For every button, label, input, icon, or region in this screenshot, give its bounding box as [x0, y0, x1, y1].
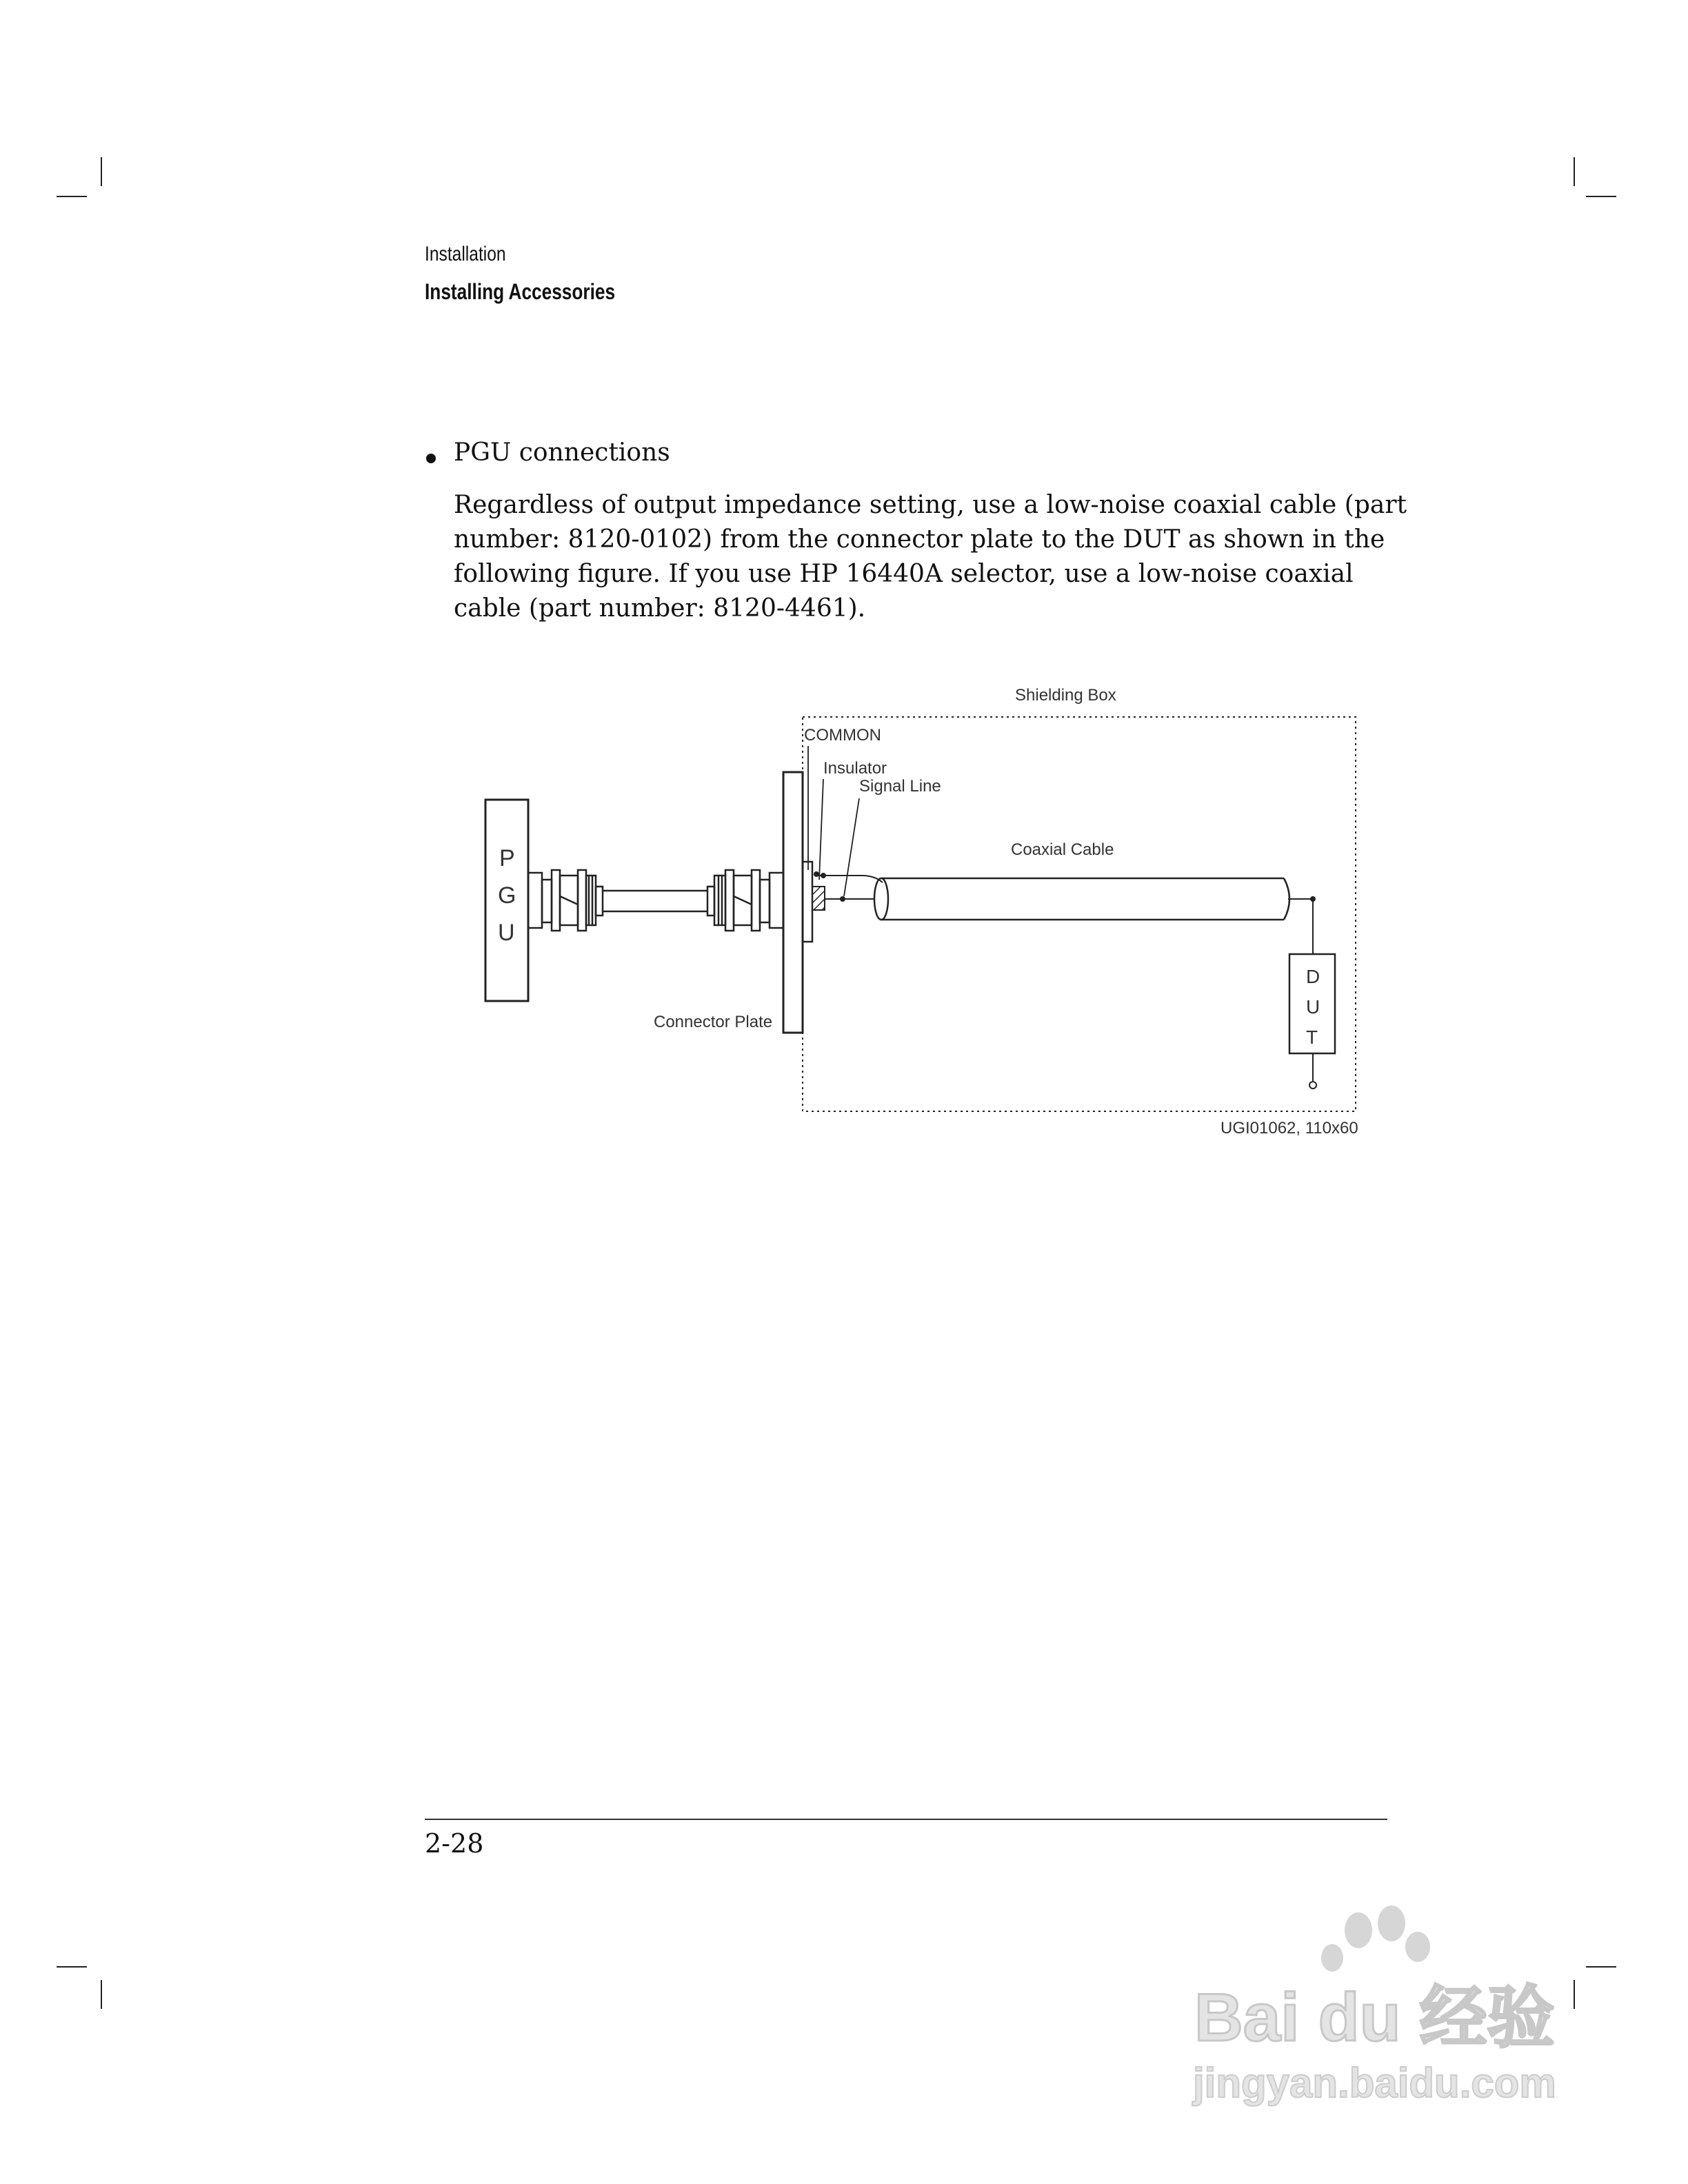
connector-plate-label: Connector Plate: [654, 1013, 773, 1031]
dut-terminal: [1309, 1082, 1316, 1089]
shield-wire: [816, 876, 883, 882]
pgu-bnc-connector: [528, 870, 603, 931]
signal-line-label: Signal Line: [859, 777, 941, 796]
dut-letter: T: [1306, 1027, 1318, 1048]
dut-letter: D: [1306, 966, 1320, 987]
paragraph-line: number: 8120-0102) from the connector plate to the DUT as shown in the: [454, 525, 1385, 554]
pgu-letter: G: [498, 882, 516, 909]
common-label: COMMON: [804, 726, 881, 745]
bnc-cable: [603, 891, 707, 911]
baidu-watermark: [1186, 1903, 1586, 2110]
paragraph-line: cable (part number: 8120-4461).: [454, 594, 866, 623]
dut-letter: U: [1306, 996, 1320, 1018]
running-header-title: Installing Accessories: [425, 279, 616, 304]
paragraph-line: Regardless of output impedance setting, use a low-noise coaxial cable (part: [454, 491, 1407, 519]
insulator-hatch: [812, 887, 825, 910]
insulator-label: Insulator: [823, 759, 887, 778]
pgu-letter: P: [499, 845, 515, 871]
watermark-url: jingyan.baidu.com: [1193, 2060, 1556, 2106]
footer-rule: [425, 1819, 1387, 1820]
coaxial-cable-label: Coaxial Cable: [1011, 840, 1114, 859]
connector-plate: [783, 772, 803, 1033]
paragraph-line: following figure. If you use HP 16440A selector, use a low-noise coaxial: [454, 560, 1354, 588]
pgu-letter: U: [498, 920, 515, 946]
watermark-brand: Bai du 经验: [1194, 1979, 1555, 2055]
plate-feedthrough: [803, 862, 812, 942]
plate-bnc-connector: [707, 870, 783, 931]
coaxial-cable: [874, 878, 1289, 920]
bullet-label: PGU connections: [454, 438, 670, 467]
insulator-block: [812, 887, 825, 910]
shielding-box-label: Shielding Box: [1015, 686, 1116, 705]
figure-id: UGI01062, 110x60: [1220, 1119, 1358, 1138]
running-header-section: Installation: [425, 243, 506, 265]
page-number: 2-28: [425, 1828, 484, 1859]
paw-icon: [1321, 1905, 1430, 1972]
